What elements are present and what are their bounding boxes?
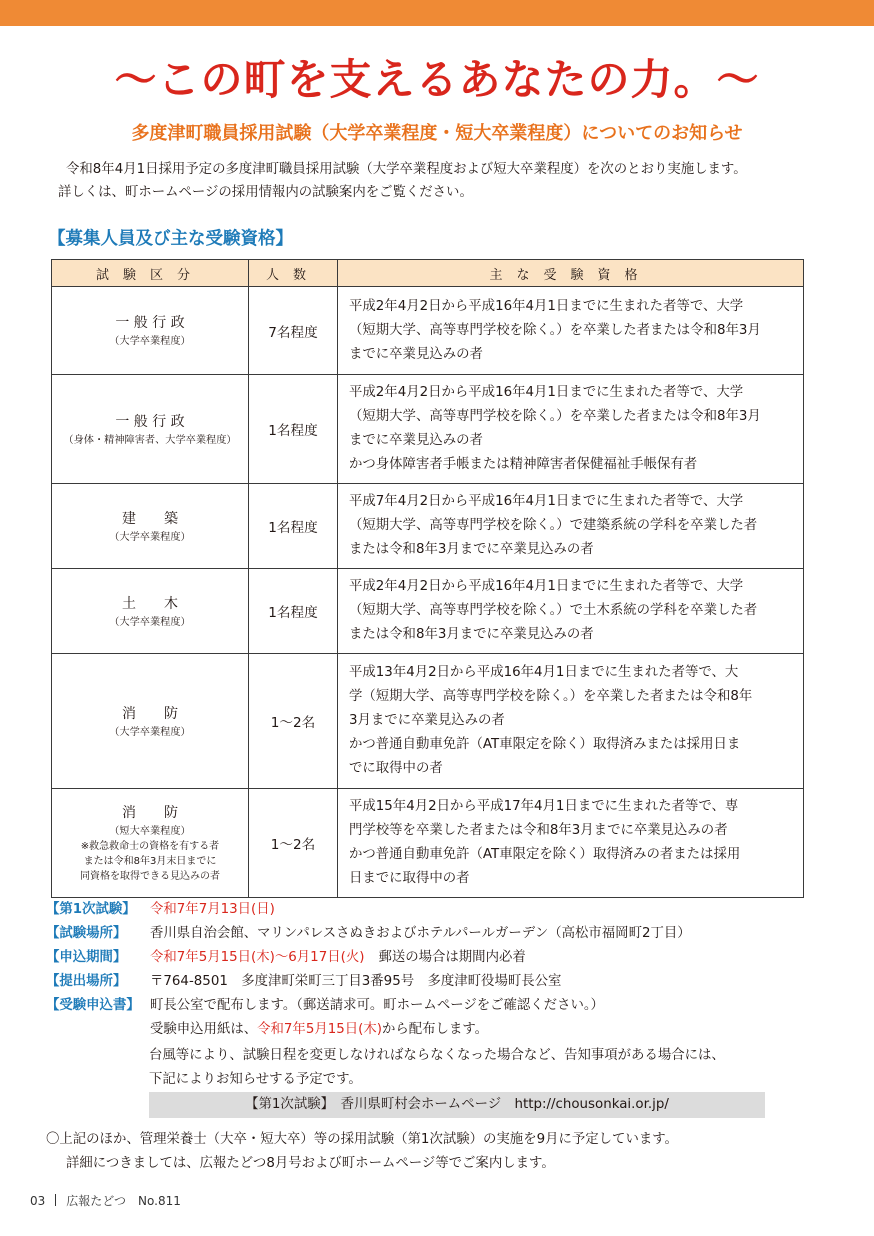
table-row <box>52 789 804 898</box>
category-cell <box>52 789 249 898</box>
qualification-cell <box>338 789 804 898</box>
table-row <box>52 654 804 789</box>
info-submit-place <box>46 970 846 994</box>
requirements-table <box>51 259 804 898</box>
homepage-link-box[interactable]: 【第1次試験】 香川県町村会ホームページ http://chousonkai.or.jp/ <box>149 1092 765 1118</box>
qualification-line: 平成7年4月2日から平成16年4月1日までに生まれた者等で、大学 <box>349 494 744 509</box>
category-cell <box>52 569 249 654</box>
qualification-line: でに取得中の者 <box>349 761 443 776</box>
category-name: 消 防 <box>122 705 178 722</box>
qualification-line: または令和8年3月までに卒業見込みの者 <box>349 542 594 557</box>
category-name: 土 木 <box>122 595 178 612</box>
table-row <box>52 287 804 375</box>
category-cell <box>52 287 249 375</box>
qualification-line: 平成2年4月2日から平成16年4月1日までに生まれた者等で、大学 <box>349 579 744 594</box>
category-sub: （大学卒業程度） <box>109 726 191 738</box>
count-cell: 1名程度 <box>249 569 338 654</box>
table-row <box>52 569 804 654</box>
column-header: 人数 <box>249 260 338 287</box>
qualification-line: 3月までに卒業見込みの者 <box>349 713 505 728</box>
qualification-line: 学（短期大学、高等専門学校を除く。）を卒業した者または令和8年 <box>349 689 753 704</box>
column-header: 試験区分 <box>52 260 249 287</box>
count-cell: 1名程度 <box>249 375 338 484</box>
qualification-line: （短期大学、高等専門学校を除く。）を卒業した者または令和8年3月 <box>349 322 761 338</box>
count-cell: 7名程度 <box>249 287 338 375</box>
schedule-notice <box>149 1044 789 1092</box>
qualification-line: 平成15年4月2日から平成17年4月1日までに生まれた者等で、専 <box>349 799 739 814</box>
category-sub: （短大卒業程度） <box>109 826 191 837</box>
qualification-line: かつ普通自動車免許（AT車限定を除く）取得済みまたは採用日ま <box>349 737 741 752</box>
category-note: または令和8年3月末日までに <box>83 856 217 867</box>
info-first-exam <box>46 898 846 922</box>
category-sub: （大学卒業程度） <box>109 336 191 347</box>
table-row <box>52 484 804 569</box>
qualification-line: かつ普通自動車免許（AT車限定を除く）取得済みの者または採用 <box>349 847 741 862</box>
venue-text: 香川県自治会館、マリンパレスさぬきおよびホテルパールガーデン（高松市福岡町2丁目） <box>150 926 691 941</box>
notice-line: 下記によりお知らせする予定です。 <box>149 1072 362 1087</box>
qualification-line: または令和8年3月までに卒業見込みの者 <box>349 627 594 642</box>
intro-line: 詳しくは、町ホームページの採用情報内の試験案内をご覧ください。 <box>58 185 473 200</box>
count-cell: 1名程度 <box>249 484 338 569</box>
page-number: 03 <box>30 1194 46 1208</box>
category-name: 消 防 <box>122 805 178 821</box>
qualification-line: （短期大学、高等専門学校を除く。）で土木系統の学科を卒業した者 <box>349 603 758 618</box>
qualification-cell <box>338 375 804 484</box>
qualification-cell <box>338 654 804 789</box>
count-cell: 1〜2名 <box>249 654 338 789</box>
column-header: 主な受験資格 <box>338 260 804 287</box>
category-sub: （身体・精神障害者、大学卒業程度） <box>63 434 237 446</box>
intro-text <box>58 158 838 204</box>
note-line: 詳細につきましては、広報たどつ8月号および町ホームページ等でご案内します。 <box>66 1156 555 1171</box>
submit-address: 〒764-8501 多度津町栄町三丁目3番95号 多度津町役場町長公室 <box>150 974 562 989</box>
qualification-line: 門学校等を卒業した者または令和8年3月までに卒業見込みの者 <box>349 823 728 838</box>
page-title: 〜この町を支えるあなたの力。〜 <box>114 55 760 104</box>
form-line2-date: 令和7年5月15日(木) <box>257 1022 382 1037</box>
notice-line: 台風等により、試験日程を変更しなければならなくなった場合など、告知事項がある場合には、 <box>149 1048 725 1063</box>
page-footer <box>30 1192 181 1210</box>
top-accent-bar <box>0 0 874 26</box>
form-text: 町長公室で配布します。（郵送請求可。町ホームページをご確認ください。） <box>150 998 604 1013</box>
info-label: 【試験場所】 <box>46 926 127 941</box>
category-cell <box>52 654 249 789</box>
table-row <box>52 375 804 484</box>
info-venue <box>46 922 846 946</box>
qualification-line: かつ身体障害者手帳または精神障害者保健福祉手帳保有者 <box>349 457 698 472</box>
info-label: 【提出場所】 <box>46 974 127 989</box>
category-sub: （大学卒業程度） <box>109 531 191 543</box>
additional-exam-note <box>46 1128 846 1176</box>
table-header-row <box>52 260 804 287</box>
info-label: 【受験申込書】 <box>46 998 140 1013</box>
info-form-line2 <box>46 1018 846 1042</box>
footer-divider <box>55 1194 56 1206</box>
count-cell: 1〜2名 <box>249 789 338 898</box>
form-line2-pre: 受験申込用紙は、 <box>150 1022 258 1037</box>
qualification-line: （短期大学、高等専門学校を除く。）を卒業した者または令和8年3月 <box>349 409 761 424</box>
category-name: 建 築 <box>122 510 178 527</box>
info-application-form <box>46 994 846 1018</box>
info-application-period <box>46 946 846 970</box>
category-name: 一 般 行 政 <box>115 413 185 430</box>
qualification-line: までに卒業見込みの者 <box>349 346 483 362</box>
category-cell <box>52 375 249 484</box>
qualification-cell <box>338 569 804 654</box>
qualification-line: （短期大学、高等専門学校を除く。）で建築系統の学科を卒業した者 <box>349 518 758 533</box>
category-note: 同資格を取得できる見込みの者 <box>80 871 220 882</box>
page-subtitle: 多度津町職員採用試験（大学卒業程度・短大卒業程度）についてのお知らせ <box>131 123 743 144</box>
qualification-cell <box>338 484 804 569</box>
qualification-line: 平成13年4月2日から平成16年4月1日までに生まれた者等で、大 <box>349 665 739 680</box>
publication-name: 広報たどつ No.811 <box>66 1194 181 1208</box>
exam-date: 令和7年7月13日(日) <box>150 902 275 917</box>
category-note: ※救急救命士の資格を有する者 <box>80 841 220 852</box>
category-sub: （大学卒業程度） <box>109 616 191 628</box>
category-cell <box>52 484 249 569</box>
section-heading: 【募集人員及び主な受験資格】 <box>48 229 293 249</box>
qualification-cell <box>338 287 804 375</box>
qualification-line: 平成2年4月2日から平成16年4月1日までに生まれた者等で、大学 <box>349 385 744 400</box>
note-line: 〇上記のほか、管理栄養士（大卒・短大卒）等の採用試験（第1次試験）の実施を9月に予定しています。 <box>46 1132 678 1147</box>
qualification-line: 日までに取得中の者 <box>349 871 470 886</box>
qualification-line: 平成2年4月2日から平成16年4月1日までに生まれた者等で、大学 <box>349 298 744 314</box>
qualification-line: までに卒業見込みの者 <box>349 433 483 448</box>
info-label: 【申込期間】 <box>46 950 127 965</box>
exam-info <box>46 898 846 1042</box>
form-line2-post: から配布します。 <box>382 1022 489 1037</box>
info-label: 【第1次試験】 <box>46 902 136 917</box>
application-note: 郵送の場合は期間内必着 <box>378 950 526 965</box>
application-period: 令和7年5月15日(木)〜6月17日(火) <box>150 950 365 965</box>
category-name: 一 般 行 政 <box>115 315 185 331</box>
intro-line: 令和8年4月1日採用予定の多度津町職員採用試験（大学卒業程度および短大卒業程度）を次のとおり実施します。 <box>66 162 747 177</box>
